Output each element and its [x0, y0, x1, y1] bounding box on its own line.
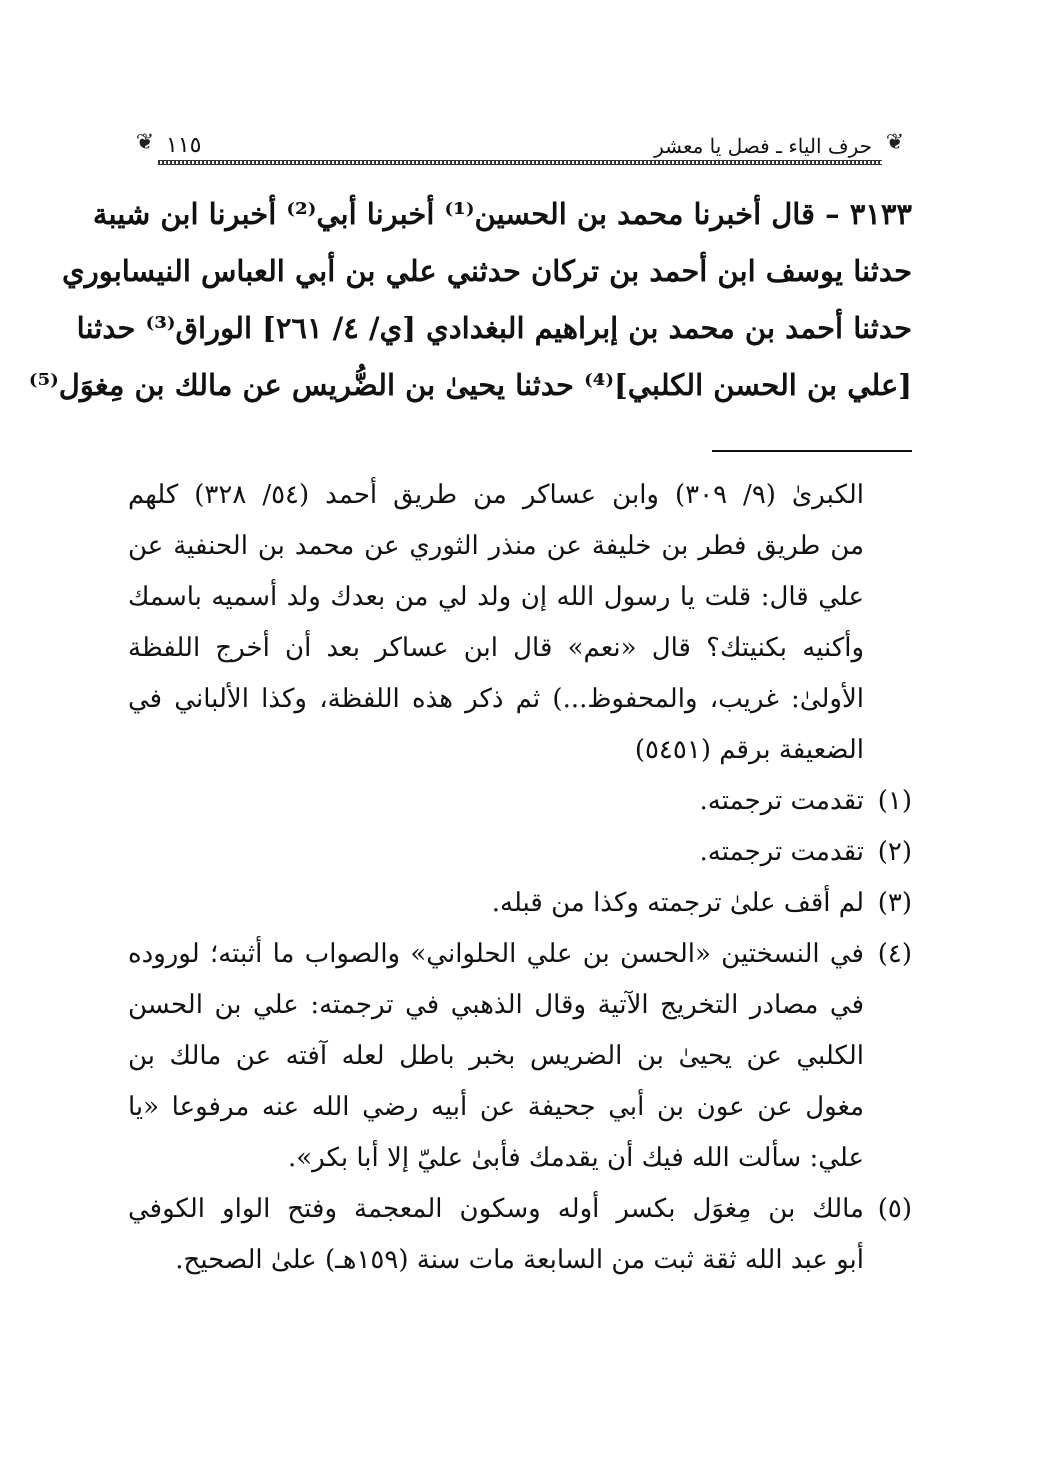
footnote-number: (٤)	[877, 939, 912, 969]
footnote-3	[128, 878, 912, 929]
footnote-line: الكلبي عن يحيىٰ بن الضريس بخبر باطل لعله آفته عن مالك بن	[128, 1041, 864, 1071]
footnote-2	[128, 827, 912, 878]
footnote-number: (١)	[877, 786, 912, 816]
footnote-line: تقدمت ترجمته.	[699, 786, 864, 816]
page-number: ١١٥	[166, 133, 202, 158]
footnote-line: الكبرىٰ (٩/ ٣٠٩) وابن عساكر من طريق أحمد (٥٤/ ٣٢٨) كلهم	[128, 480, 864, 510]
footnote-number: (٢)	[877, 837, 912, 867]
footnote-separator	[712, 450, 912, 452]
hadith-line: [علي بن الحسن الكلبي]⁽⁴⁾ حدثنا يحيىٰ بن الضُّريس عن مالك بن مِغوَل⁽⁵⁾	[28, 368, 912, 402]
footnotes	[128, 470, 912, 1286]
footnote-line: لم أقف علىٰ ترجمته وكذا من قبله.	[491, 888, 864, 918]
footnote-line: مالك بن مِغوَل بكسر أوله وسكون المعجمة وفتح الواو الكوفي	[128, 1194, 864, 1224]
footnote-line: وأكنيه بكنيتك؟ قال «نعم» قال ابن عساكر بعد أن أخرج اللفظة	[128, 633, 864, 663]
running-title: حرف الياء ـ فصل يا معشر	[654, 134, 872, 158]
hadith-line: حدثنا أحمد بن محمد بن إبراهيم البغدادي [ي/ ٤/ ٢٦١] الوراق⁽³⁾ حدثنا	[76, 311, 912, 345]
footnote-5	[128, 1184, 912, 1286]
hadith-text	[28, 186, 912, 414]
ornament-icon-right: ❦	[885, 130, 905, 155]
hadith-line: ٣١٣٣ – قال أخبرنا محمد بن الحسين⁽¹⁾ أخبرنا أبي⁽²⁾ أخبرنا ابن شيبة	[92, 197, 912, 231]
footnote-line: مغول عن عون بن أبي جحيفة عن أبيه رضي الله عنه مرفوعا «يا	[128, 1092, 864, 1122]
header-rule	[158, 160, 882, 165]
footnote-line: الأولىٰ: غريب، والمحفوظ...) ثم ذكر هذه اللفظة، وكذا الألباني في	[128, 684, 864, 714]
footnote-line: علي قال: قلت يا رسول الله إن ولد لي من بعدك ولد أسميه باسمك	[128, 582, 864, 612]
footnote-number: (٣)	[877, 888, 912, 918]
page-header	[128, 126, 912, 166]
footnote-line: من طريق فطر بن خليفة عن منذر الثوري عن محمد بن الحنفية عن	[128, 531, 864, 561]
footnote-line: علي: سألت الله فيك أن يقدمك فأبىٰ عليّ إلا أبا بكر».	[287, 1143, 864, 1173]
footnote-number: (٥)	[877, 1194, 912, 1224]
footnote-line: في مصادر التخريج الآتية وقال الذهبي في ترجمته: علي بن الحسن	[128, 990, 864, 1020]
footnote-line: تقدمت ترجمته.	[699, 837, 864, 867]
footnote-1	[128, 776, 912, 827]
footnote-4	[128, 929, 912, 1184]
footnote-line: في النسختين «الحسن بن علي الحلواني» والصواب ما أثبته؛ لوروده	[128, 939, 864, 969]
hadith-line: حدثنا يوسف ابن أحمد بن تركان حدثني علي بن أبي العباس النيسابوري	[62, 254, 912, 288]
footnote-line: أبو عبد الله ثقة ثبت من السابعة مات سنة (١٥٩هـ) علىٰ الصحيح.	[175, 1245, 864, 1275]
footnote-continuation	[128, 470, 912, 776]
ornament-icon-left: ❦	[135, 130, 155, 155]
footnote-line: الضعيفة برقم (٥٤٥١)	[634, 735, 864, 765]
